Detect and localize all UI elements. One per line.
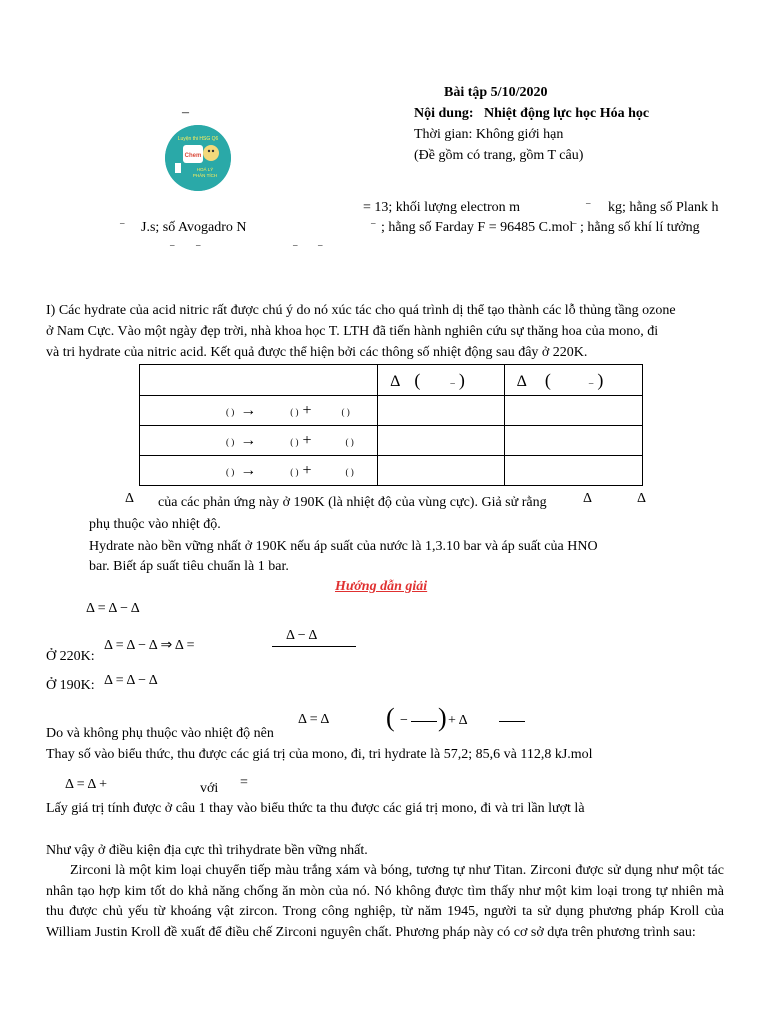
minus-sign: – [170,240,175,250]
logo-mid-text: HOÁ LÝ [196,167,214,172]
paren-expression: ) [438,703,447,732]
logo-badge: Chem [184,153,202,159]
paren-expression: ( [386,703,395,732]
delta-symbol: Δ [583,491,593,506]
problem1-intro-line-1: I) Các hydrate của acid nitric rất được chú ý do nó xúc tác cho quá trình dị thể tạo thành các lỗ thủng tầng ozone [46,303,676,318]
delta-symbol: Δ [125,491,135,506]
minus-sign: – [196,240,201,250]
table-cell [504,456,642,486]
constants-line-1: = 13; khối lượng electron m [363,200,521,215]
table-cell [378,396,504,426]
substitution-line: Thay số vào biểu thức, thu được các giá trị của mono, đi, tri hydrate là 57,2; 85,6 và 112,8 kJ.mol [46,747,593,762]
table-cell [378,456,504,486]
header-dash: – [182,105,189,120]
paren-expression: − [400,713,408,728]
question-line-2: phụ thuộc vào nhiệt độ. [89,517,221,532]
thermo-table [139,364,643,486]
minus-sign: – [371,218,376,228]
logo [165,125,231,191]
table-row-reaction-di: ( ) → ( ) + ( ) [140,426,378,456]
logo-graphic [165,125,231,191]
table-cell [504,396,642,426]
at-220k-equation: Δ = Δ − Δ ⇒ Δ = [104,638,195,653]
independence-equation: Δ = Δ [298,712,330,727]
constants-line-2a: J.s; số Avogadro N [141,220,247,235]
page-count: (Đề gồm có trang, gồm T câu) [414,148,584,163]
temperature-independence: Do và không phụ thuộc vào nhiệt độ nên [46,726,274,741]
constants-line-1b: kg; hằng số Plank h [608,200,719,215]
time-limit: Thời gian: Không giới hạn [414,127,564,142]
with-label: với [200,781,219,796]
take-values-line: Lấy giá trị tính được ở câu 1 thay vào biểu thức ta thu được các giá trị mono, đi và tri lần lượt là [46,801,585,816]
table-header-col1: Δ ( – ) [378,365,504,396]
at-190k-equation: Δ = Δ − Δ [104,673,158,688]
equals-sign: = [240,775,248,790]
constants-line-2b: ; hằng số Farday F = 96485 C.mol [381,220,574,235]
k-equation: Δ = Δ + [65,777,107,792]
at-190k-label: Ở 190K: [46,678,95,693]
fraction-bar [411,721,437,722]
minus-sign: – [572,218,577,228]
problem1-intro-line-2: ở Nam Cực. Vào một ngày đẹp trời, nhà khoa học T. LTH đã tiến hành nghiên cứu sự thăng hoa của mono, đi [46,324,659,339]
plus-delta: + Δ [448,713,468,728]
logo-top-text: Luyện thi HSG Q6 [177,136,219,142]
table-row-reaction-tri: ( ) → ( ) + ( ) [140,456,378,486]
delta-symbol: Δ [637,491,647,506]
minus-sign: – [120,218,125,228]
question-line-4: bar. Biết áp suất tiêu chuẩn là 1 bar. [89,559,289,574]
minus-sign: – [318,240,323,250]
minus-sign: – [586,198,591,208]
at-220k-fraction-numerator: Δ − Δ [286,628,318,643]
table-cell [504,426,642,456]
problem1-intro-line-3: và tri hydrate của nitric acid. Kết quả được thể hiện bởi các thông số nhiệt động sau đây ở 220K. [46,345,588,360]
table-cell [378,426,504,456]
constants-line-2c: ; hằng số khí lí tưởng [580,220,700,235]
problem2-paragraph: Zirconi là một kim loại chuyển tiếp màu trắng xám và bóng, tương tự như Titan. Zirconi được sử dụng như một tác nhân tạo hợp kim tốt do khả năng chống ăn mòn của nó. Nó không được tìm thấy như một kim loại trong tự nhiên mà thu được chủ yếu từ khoáng vật zircon. Trong công nghiệp, từ năm 1945, người ta sử dụng phương pháp Kroll của William Justin Kroll đề xuất để điều chế Zirconi nguyên chất. Phương pháp này có cơ sở dựa trên phương trình sau: [46,863,724,940]
solution-heading: Hướng dẫn giải [335,579,428,594]
exercise-title: Bài tập 5/10/2020 [444,85,548,100]
content-value: Nhiệt động lực học Hóa học [484,106,650,121]
table-header-empty [140,365,378,396]
question-line-3: Hydrate nào bền vững nhất ở 190K nếu áp suất của nước là 1,3.10 bar và áp suất của HNO [89,539,598,554]
question-line-1: của các phản ứng này ở 190K (là nhiệt độ của vùng cực). Giả sử rằng [158,495,547,510]
content-label: Nội dung: [414,106,474,121]
at-220k-label: Ở 220K: [46,649,95,664]
table-row-reaction-mono: ( ) → ( ) + ( ) [140,396,378,426]
minus-sign: – [293,240,298,250]
fraction-bar [499,721,525,722]
logo-bottom-text: PHÂN TÍCH [192,173,218,178]
conclusion-line: Như vậy ở điều kiện địa cực thì trihydrate bền vững nhất. [46,843,368,858]
fraction-bar [272,646,356,647]
solution-eq-1: Δ = Δ − Δ [86,601,140,616]
table-header-col2: Δ ( – ) [504,365,642,396]
